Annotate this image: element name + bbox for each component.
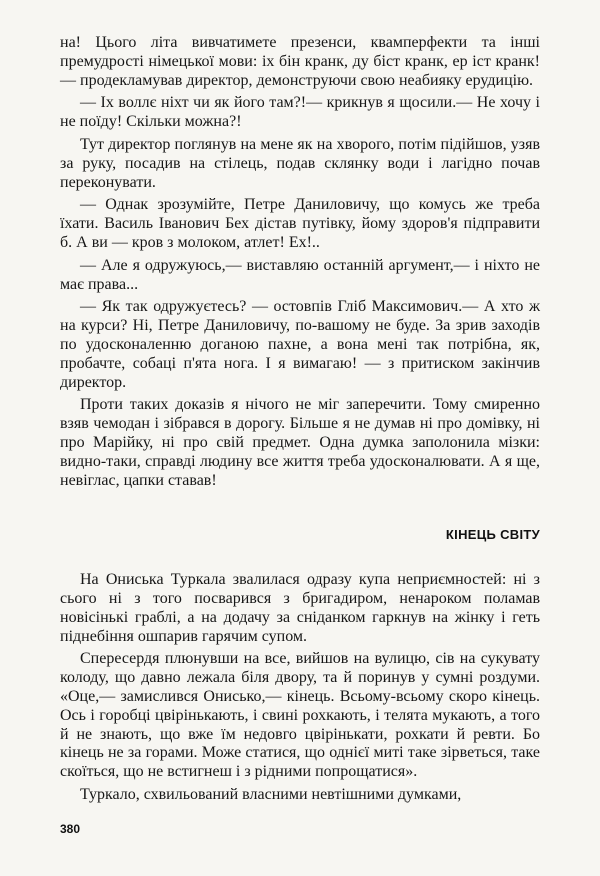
- paragraph-7: Проти таких доказів я нічого не міг заперечити. Тому смиренно взяв чемодан і зібрався в дорогу. Більше я не думав ні про домівку, ні про Марійку, ні про свій предмет. Одна думка заполонила мізки: видно-таки, справді людину все життя треба удосконалювати. А я ще, невіглас, цапки ставав!: [60, 396, 540, 489]
- paragraph-4: — Однак зрозумійте, Петре Даниловичу, що комусь же треба їхати. Василь Іванович Бех дістав путівку, йому здоров'я підправити б. А ви — кров з молоком, атлет! Ех!..: [60, 196, 540, 251]
- paragraph-8: На Ониська Туркала звалилася одразу купа неприємностей: ні з сього ні з того посварився з бригадиром, ненароком поламав новісінькі граблі, а на додачу за сніданком гаркнув на жінку і геть піднебіння ошпарив гарячим супом.: [60, 571, 540, 645]
- paragraph-3: Тут директор поглянув на мене як на хворого, потім підійшов, узяв за руку, посадив на стілець, подав склянку води і лагідно почав переконувати.: [60, 135, 540, 191]
- book-page: [60, 34, 540, 805]
- page-number: 380: [60, 822, 81, 836]
- paragraph-9: Спересердя плюнувши на все, вийшов на вулицю, сів на сукувату колоду, що давно лежала біля двору, та й поринув у сумні роздуми. «Оце,— замислився Онисько,— кінець. Всьому-всьому скоро кінець. Ось і горобці цвірінькають, і свині рохкають, і телята мукають, а того й не знають, що вже їм недовго цвірінькати, рохкати й ревти. Бо кінець не за горами. Може статися, що однієї миті таке зірветься, таке скоїться, що не встигнеш і з рідними попрощатися».: [60, 650, 540, 781]
- paragraph-6: — Як так одружуєтесь? — остовпів Гліб Максимович.— А хто ж на курси? Ні, Петре Даниловичу, по-вашому не буде. За зрив заходів по удосконаленню доганою пахне, а вона мені так потрібна, як, пробачте, собаці п'ята нога. І я вимагаю! — з притиском закінчив директор.: [60, 298, 540, 391]
- section-title: КІНЕЦЬ СВІТУ: [445, 527, 540, 543]
- paragraph-5: — Але я одружуюсь,— виставляю останній аргумент,— і ніхто не має права...: [60, 256, 540, 293]
- paragraph-2: — Іх воллє ніхт чи як його там?!— крикнув я щосили.— Не хочу і не поїду! Скільки можна?!: [60, 94, 540, 131]
- paragraph-1: на! Цього літа вивчатимете презенси, квамперфекти та інші премудрості німецької мови: іх бін кранк, ду біст кранк, ер іст кранк!— продекламував директор, демонструючи свою неабияку ерудицію.: [60, 34, 540, 89]
- paragraph-10: Туркало, схвильований власними невтішними думками,: [80, 785, 462, 803]
